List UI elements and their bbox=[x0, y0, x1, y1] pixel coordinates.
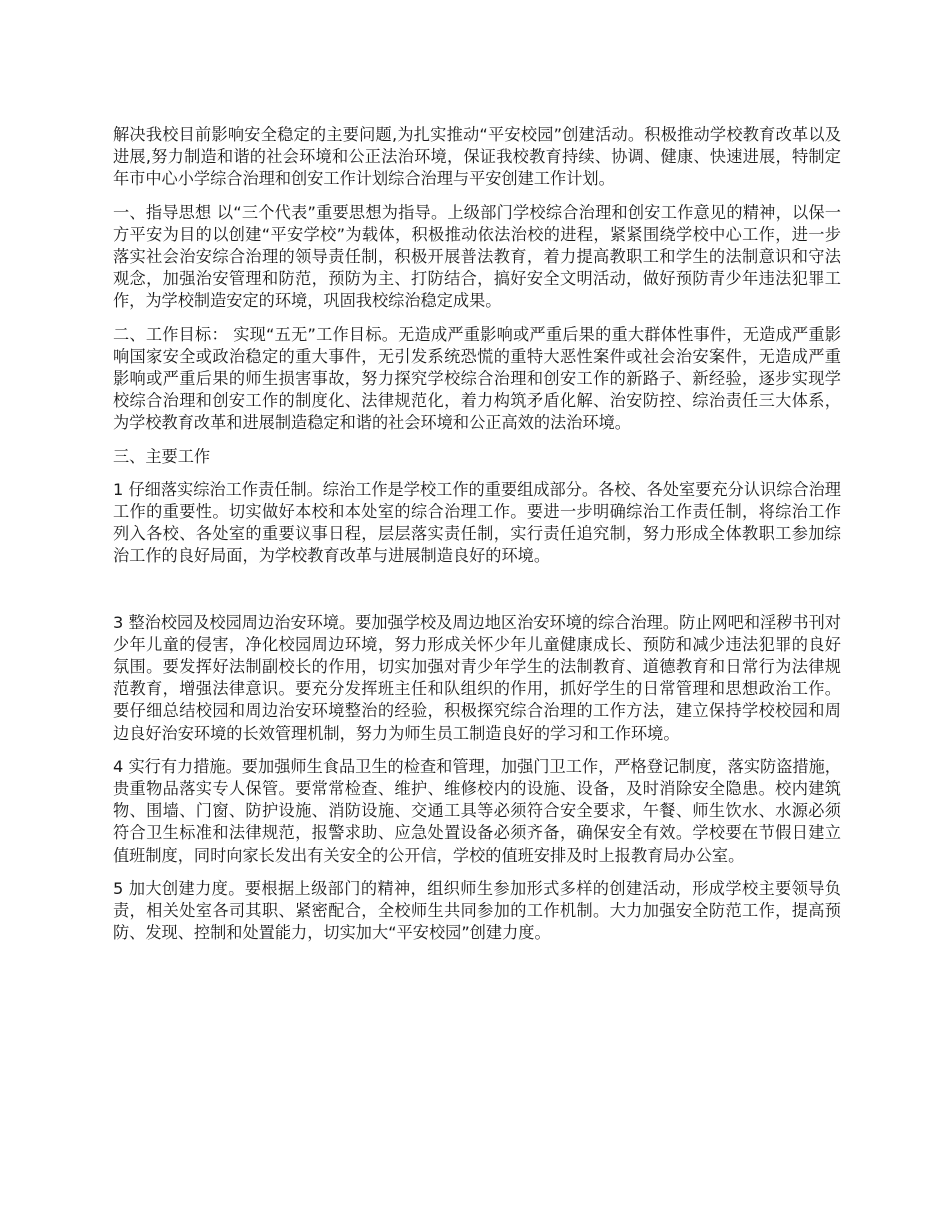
guiding-ideology-paragraph: 一、指导思想 以“三个代表”重要思想为指导。上级部门学校综合治理和创安工作意见的精神，以保一方平安为目的以创建“平安学校”为载体，积极推动依法治校的进程，紧紧围绕学校中心工作，进一步落实社会治安综合治理的领导责任制，积极开展普法教育，着力提高教职工和学生的法制意识和守法观念，加强治安管理和防范，预防为主、打防结合，搞好安全文明活动，做好预防青少年违法犯罪工作，为学校制造安定的环境，巩固我校综治稳定成果。 bbox=[113, 202, 841, 311]
work-goals-paragraph: 二、工作目标： 实现“五无”工作目标。无造成严重影响或严重后果的重大群体性事件，无造成严重影响国家安全或政治稳定的重大事件，无引发系统恐慌的重特大恶性案件或社会治安案件，无造成严重影响或严重后果的师生损害事故，努力探究学校综合治理和创安工作的新路子、新经验，逐步实现学校综合治理和创安工作的制度化、法律规范化，着力构筑矛盾化解、治安防控、综治责任三大体系，为学校教育改革和进展制造稳定和谐的社会环境和公正高效的法治环境。 bbox=[113, 324, 841, 433]
work-item-3-paragraph: 3 整治校园及校园周边治安环境。要加强学校及周边地区治安环境的综合治理。防止网吧和淫秽书刊对少年儿童的侵害，净化校园周边环境，努力形成关怀少年儿童健康成长、预防和减少违法犯罪的良好氛围。要发挥好法制副校长的作用，切实加强对青少年学生的法制教育、道德教育和日常行为法律规范教育，增强法律意识。要充分发挥班主任和队组织的作用，抓好学生的日常管理和思想政治工作。要仔细总结校园和周边治安环境整治的经验，积极探究综合治理的工作方法，建立保持学校校园和周边良好治安环境的长效管理机制，努力为师生员工制造良好的学习和工作环境。 bbox=[113, 612, 841, 743]
work-item-5-paragraph: 5 加大创建力度。要根据上级部门的精神，组织师生参加形式多样的创建活动，形成学校主要领导负责，相关处室各司其职、紧密配合，全校师生共同参加的工作机制。大力加强安全防范工作，提高预防、发现、控制和处置能力，切实加大“平安校园”创建力度。 bbox=[113, 878, 841, 943]
document-body bbox=[113, 124, 841, 956]
work-item-1-paragraph: 1 仔细落实综治工作责任制。综治工作是学校工作的重要组成部分。各校、各处室要充分认识综合治理工作的重要性。切实做好本校和本处室的综合治理工作。要进一步明确综治工作责任制，将综治工作列入各校、各处室的重要议事日程，层层落实责任制，实行责任追究制，努力形成全体教职工参加综治工作的良好局面，为学校教育改革与进展制造良好的环境。 bbox=[113, 479, 841, 566]
main-work-heading: 三、主要工作 bbox=[113, 446, 211, 466]
intro-paragraph: 解决我校目前影响安全稳定的主要问题,为扎实推动“平安校园”创建活动。积极推动学校教育改革以及进展,努力制造和谐的社会环境和公正法治环境，保证我校教育持续、协调、健康、快速进展，特制定年市中心小学综合治理和创安工作计划综合治理与平安创建工作计划。 bbox=[113, 125, 841, 189]
work-item-4-paragraph: 4 实行有力措施。要加强师生食品卫生的检查和管理，加强门卫工作，严格登记制度，落实防盗措施，贵重物品落实专人保管。要常常检查、维护、维修校内的设施、设备，及时消除安全隐患。校内建筑物、围墙、门窗、防护设施、消防设施、交通工具等必须符合安全要求，午餐、师生饮水、水源必须符合卫生标准和法律规范，报警求助、应急处置设备必须齐备，确保安全有效。学校要在节假日建立值班制度，同时向家长发出有关安全的公开信，学校的值班安排及时上报教育局办公室。 bbox=[113, 756, 841, 865]
